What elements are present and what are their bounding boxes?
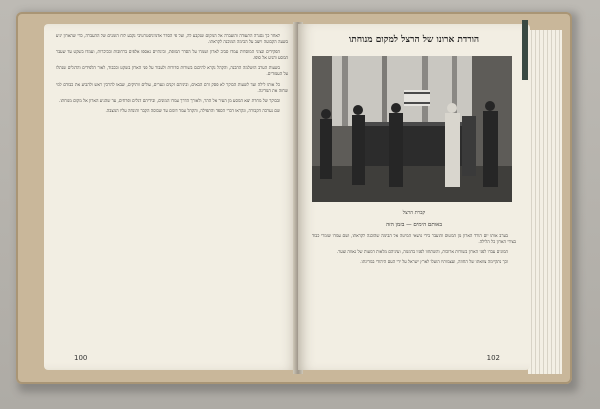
photo-caption: קברת הרצל	[402, 210, 426, 216]
left-paragraph: בשעות הערב הושלמה ההכנה, והקהל נקרא להיכנס בשורות סדורות ולעבור על פני הארון בשקט ובכבוד, לאור הלפידים והדגלים שנתלו על העמודים.	[56, 66, 288, 78]
left-paragraph: כל אותו לילה ועד לשעות הבוקר לא פסק זרם הבאים, וביניהם זקנים ונערים, עולים וותיקים, שבאו להרכין ראש ולהביע את כבודם למי שחזה את המדינה.	[56, 82, 288, 94]
right-page	[298, 24, 530, 370]
section-subhead: באותם הימים — בזמן הזה	[385, 222, 443, 228]
left-paragraph: שם נערכה הקבורה, ונקראו דברי הספד והתפילה, והקהל עמד דומם עד שכוסה הקבר והונחה עליו המצבה.	[105, 108, 280, 114]
historical-photo	[312, 56, 512, 202]
right-page-number: 102	[486, 354, 500, 362]
left-page	[44, 24, 298, 370]
chapter-title: הורדת ארונו של הרצל למקום מנוחתו	[348, 35, 480, 45]
left-page-number: 100	[74, 354, 88, 362]
photo-illustration	[312, 56, 512, 202]
right-paragraph: המונים עברו לפני הארון בשורות ארוכות, והשתחוו לפניו בדממה, ועיניהם מלאות דמעות של גאווה וצער.	[336, 250, 508, 256]
left-paragraph: לאחר כך נסגרה התעודה והועברה אל המקום שנקבע לה, ועל פי הסדר אדמיניסטרטיבי נקבע לוח הזמנים של ההעברה, כדי שהארון יגיע בשעה הקבועה ויוצב על הבימה המוכנה לקראתו.	[56, 34, 288, 46]
left-paragraph: ובבוקר של מחרת יצא המסע מן העיר אל ההר, ולאורך הדרך עמדו המונים, ובידיהם דגלים ופרחים, עד שהגיע הארון אל מקום מנוחתו.	[59, 98, 280, 104]
page-edges	[528, 30, 562, 374]
right-paragraph: וכך נתקיימה צוואתו של החוזה, ועצמותיו הועלו לארץ ישראל על ידי העם היהודי במדינתו.	[360, 260, 508, 266]
left-page-text	[56, 34, 288, 350]
bookmark-ribbon	[522, 20, 528, 80]
left-paragraph: הפקידים ונציגי המוסדות עמדו סביב לארון ושמרו על הסדר המופת, ובינתיים נאספו אלפים ברחובות ובכיכרות, ועמדו בשקט עד שעבר המסע והגיע אל סופו.	[56, 50, 288, 62]
right-page-text	[312, 234, 516, 344]
right-paragraph: בערב אותו יום הורד הארון מן המטוס והועבר בידי נושאי המיטה אל הבימה שהוכנה לקראתו, ושם עמדו שומרי כבוד בצידי הארון כל הלילה.	[312, 234, 516, 246]
